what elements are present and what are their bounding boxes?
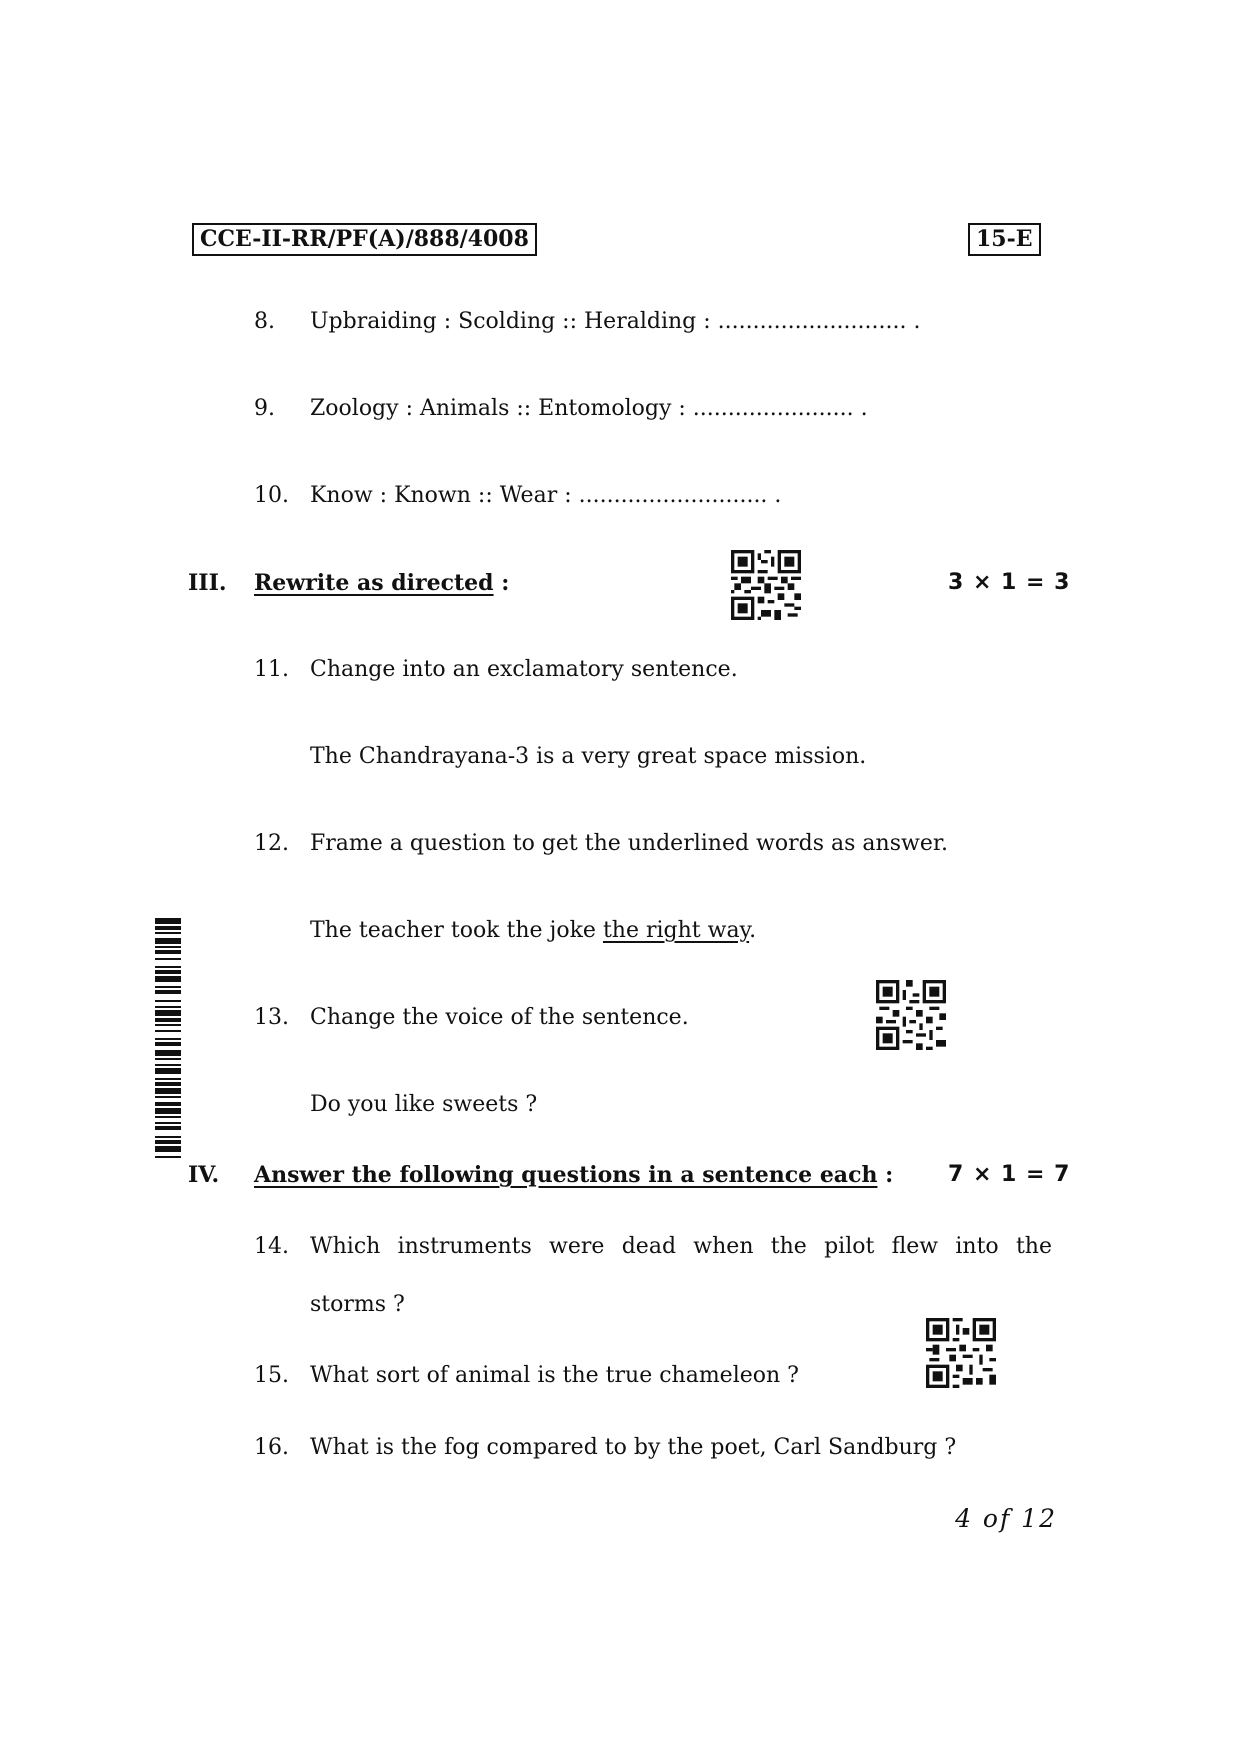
- question-number: 12.: [254, 831, 289, 856]
- question-number: 16.: [254, 1435, 289, 1460]
- question-sentence: The teacher took the joke the right way.: [310, 918, 757, 943]
- question-number: 9.: [254, 396, 275, 421]
- list-item: [254, 1433, 1014, 1463]
- list-item: [254, 829, 974, 859]
- question-text: Change the voice of the sentence.: [310, 1005, 689, 1030]
- question-text: What sort of animal is the true chameleon ?: [310, 1363, 799, 1388]
- list-item: [254, 1361, 954, 1391]
- paper-code-box: [192, 223, 537, 256]
- question-text: Upbraiding : Scolding :: Heralding : ........................... .: [310, 309, 921, 334]
- paper-id: 15-E: [976, 226, 1033, 252]
- question-number: 10.: [254, 483, 289, 508]
- question-text: Know : Known :: Wear : ........................... .: [310, 483, 782, 508]
- section-numeral: IV.: [188, 1162, 220, 1188]
- question-sentence: Do you like sweets ?: [310, 1092, 538, 1117]
- section-numeral: III.: [188, 570, 227, 596]
- section-marks: 3 × 1 = 3: [948, 570, 1071, 595]
- list-item: [254, 481, 954, 511]
- list-item: [254, 655, 954, 685]
- list-item: [254, 1003, 954, 1033]
- section-marks: 7 × 1 = 7: [948, 1162, 1071, 1187]
- underlined-answer: the right way: [602, 918, 750, 943]
- paper-id-box: [968, 223, 1041, 256]
- question-number: 8.: [254, 309, 275, 334]
- list-item: [254, 307, 954, 337]
- qr-code-icon: [731, 550, 801, 620]
- question-text-continued: storms ?: [310, 1292, 405, 1317]
- barcode-icon: [155, 918, 181, 1308]
- question-number: 14.: [254, 1234, 289, 1259]
- question-text: What is the fog compared to by the poet, Carl Sandburg ?: [310, 1435, 957, 1460]
- question-text: Which instruments were dead when the pilot flew into the: [310, 1234, 1052, 1259]
- question-number: 13.: [254, 1005, 289, 1030]
- paper-code: CCE-II-RR/PF(A)/888/4008: [200, 226, 529, 252]
- question-text: Zoology : Animals :: Entomology : ....................... .: [310, 396, 868, 421]
- page-number: 4 of 12: [955, 1504, 1057, 1533]
- question-number: 11.: [254, 657, 289, 682]
- section-title: Rewrite as directed :: [254, 570, 510, 596]
- qr-code-icon: [876, 980, 946, 1050]
- question-number: 15.: [254, 1363, 289, 1388]
- question-text: Change into an exclamatory sentence.: [310, 657, 738, 682]
- question-text: Frame a question to get the underlined words as answer.: [310, 831, 948, 856]
- question-sentence: The Chandrayana-3 is a very great space mission.: [310, 744, 867, 769]
- section-title: Answer the following questions in a sentence each :: [254, 1162, 894, 1188]
- list-item: [254, 394, 954, 424]
